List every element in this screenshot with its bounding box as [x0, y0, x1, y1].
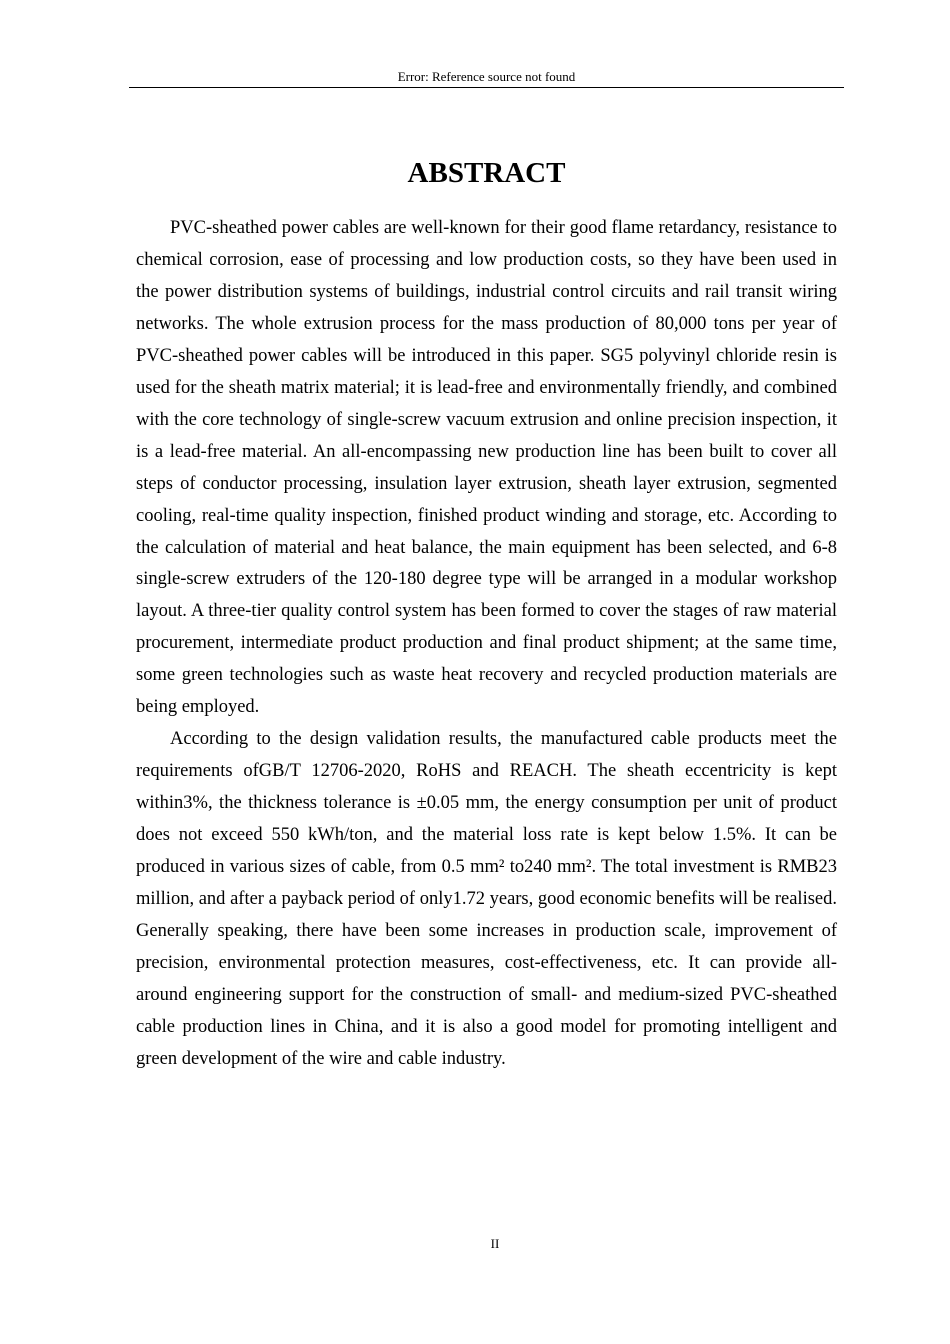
- page-number: II: [490, 1236, 500, 1251]
- abstract-body: [136, 213, 837, 1076]
- abstract-paragraph-2: According to the design validation results, the manufactured cable products meet the requirements ofGB/T 12706-2020, RoHS and REACH. The sheath eccentricity is kept within3%, the thickness tolerance is ±0.05 mm, the energy consumption per unit of product does not exceed 550 kWh/ton, and the material loss rate is kept below 1.5%. It can be produced in various sizes of cable, from 0.5 mm² to240 mm². The total investment is RMB23 million, and after a payback period of only1.72 years, good economic benefits will be realised. Generally speaking, there have been some increases in production scale, improvement of precision, environmental protection measures, cost-effectiveness, etc. It can provide all-around engineering support for the construction of small- and medium-sized PVC-sheathed cable production lines in China, and it is also a good model for promoting intelligent and green development of the wire and cable industry.: [136, 729, 837, 1069]
- header-divider: [129, 87, 844, 88]
- page-header: Error: Reference source not found: [397, 69, 576, 84]
- page-title: ABSTRACT: [407, 157, 566, 189]
- abstract-paragraph-1: PVC-sheathed power cables are well-known for their good flame retardancy, resistance to chemical corrosion, ease of processing and low production costs, so they have been used in the power distribution systems of buildings, industrial control circuits and rail transit wiring networks. The whole extrusion process for the mass production of 80,000 tons per year of PVC-sheathed power cables will be introduced in this paper. SG5 polyvinyl chloride resin is used for the sheath matrix material; it is lead-free and environmentally friendly, and combined with the core technology of single-screw vacuum extrusion and online precision inspection, it is a lead-free material. An all-encompassing new production line has been built to cover all steps of conductor processing, insulation layer extrusion, sheath layer extrusion, segmented cooling, real-time quality inspection, finished product winding and storage, etc. According to the calculation of material and heat balance, the main equipment has been selected, and 6-8 single-screw extruders of the 120-180 degree type will be arranged in a modular workshop layout. A three-tier quality control system has been formed to cover the stages of raw material procurement, intermediate product production and final product shipment; at the same time, some green technologies such as waste heat recovery and recycled production materials are being employed.: [136, 218, 837, 718]
